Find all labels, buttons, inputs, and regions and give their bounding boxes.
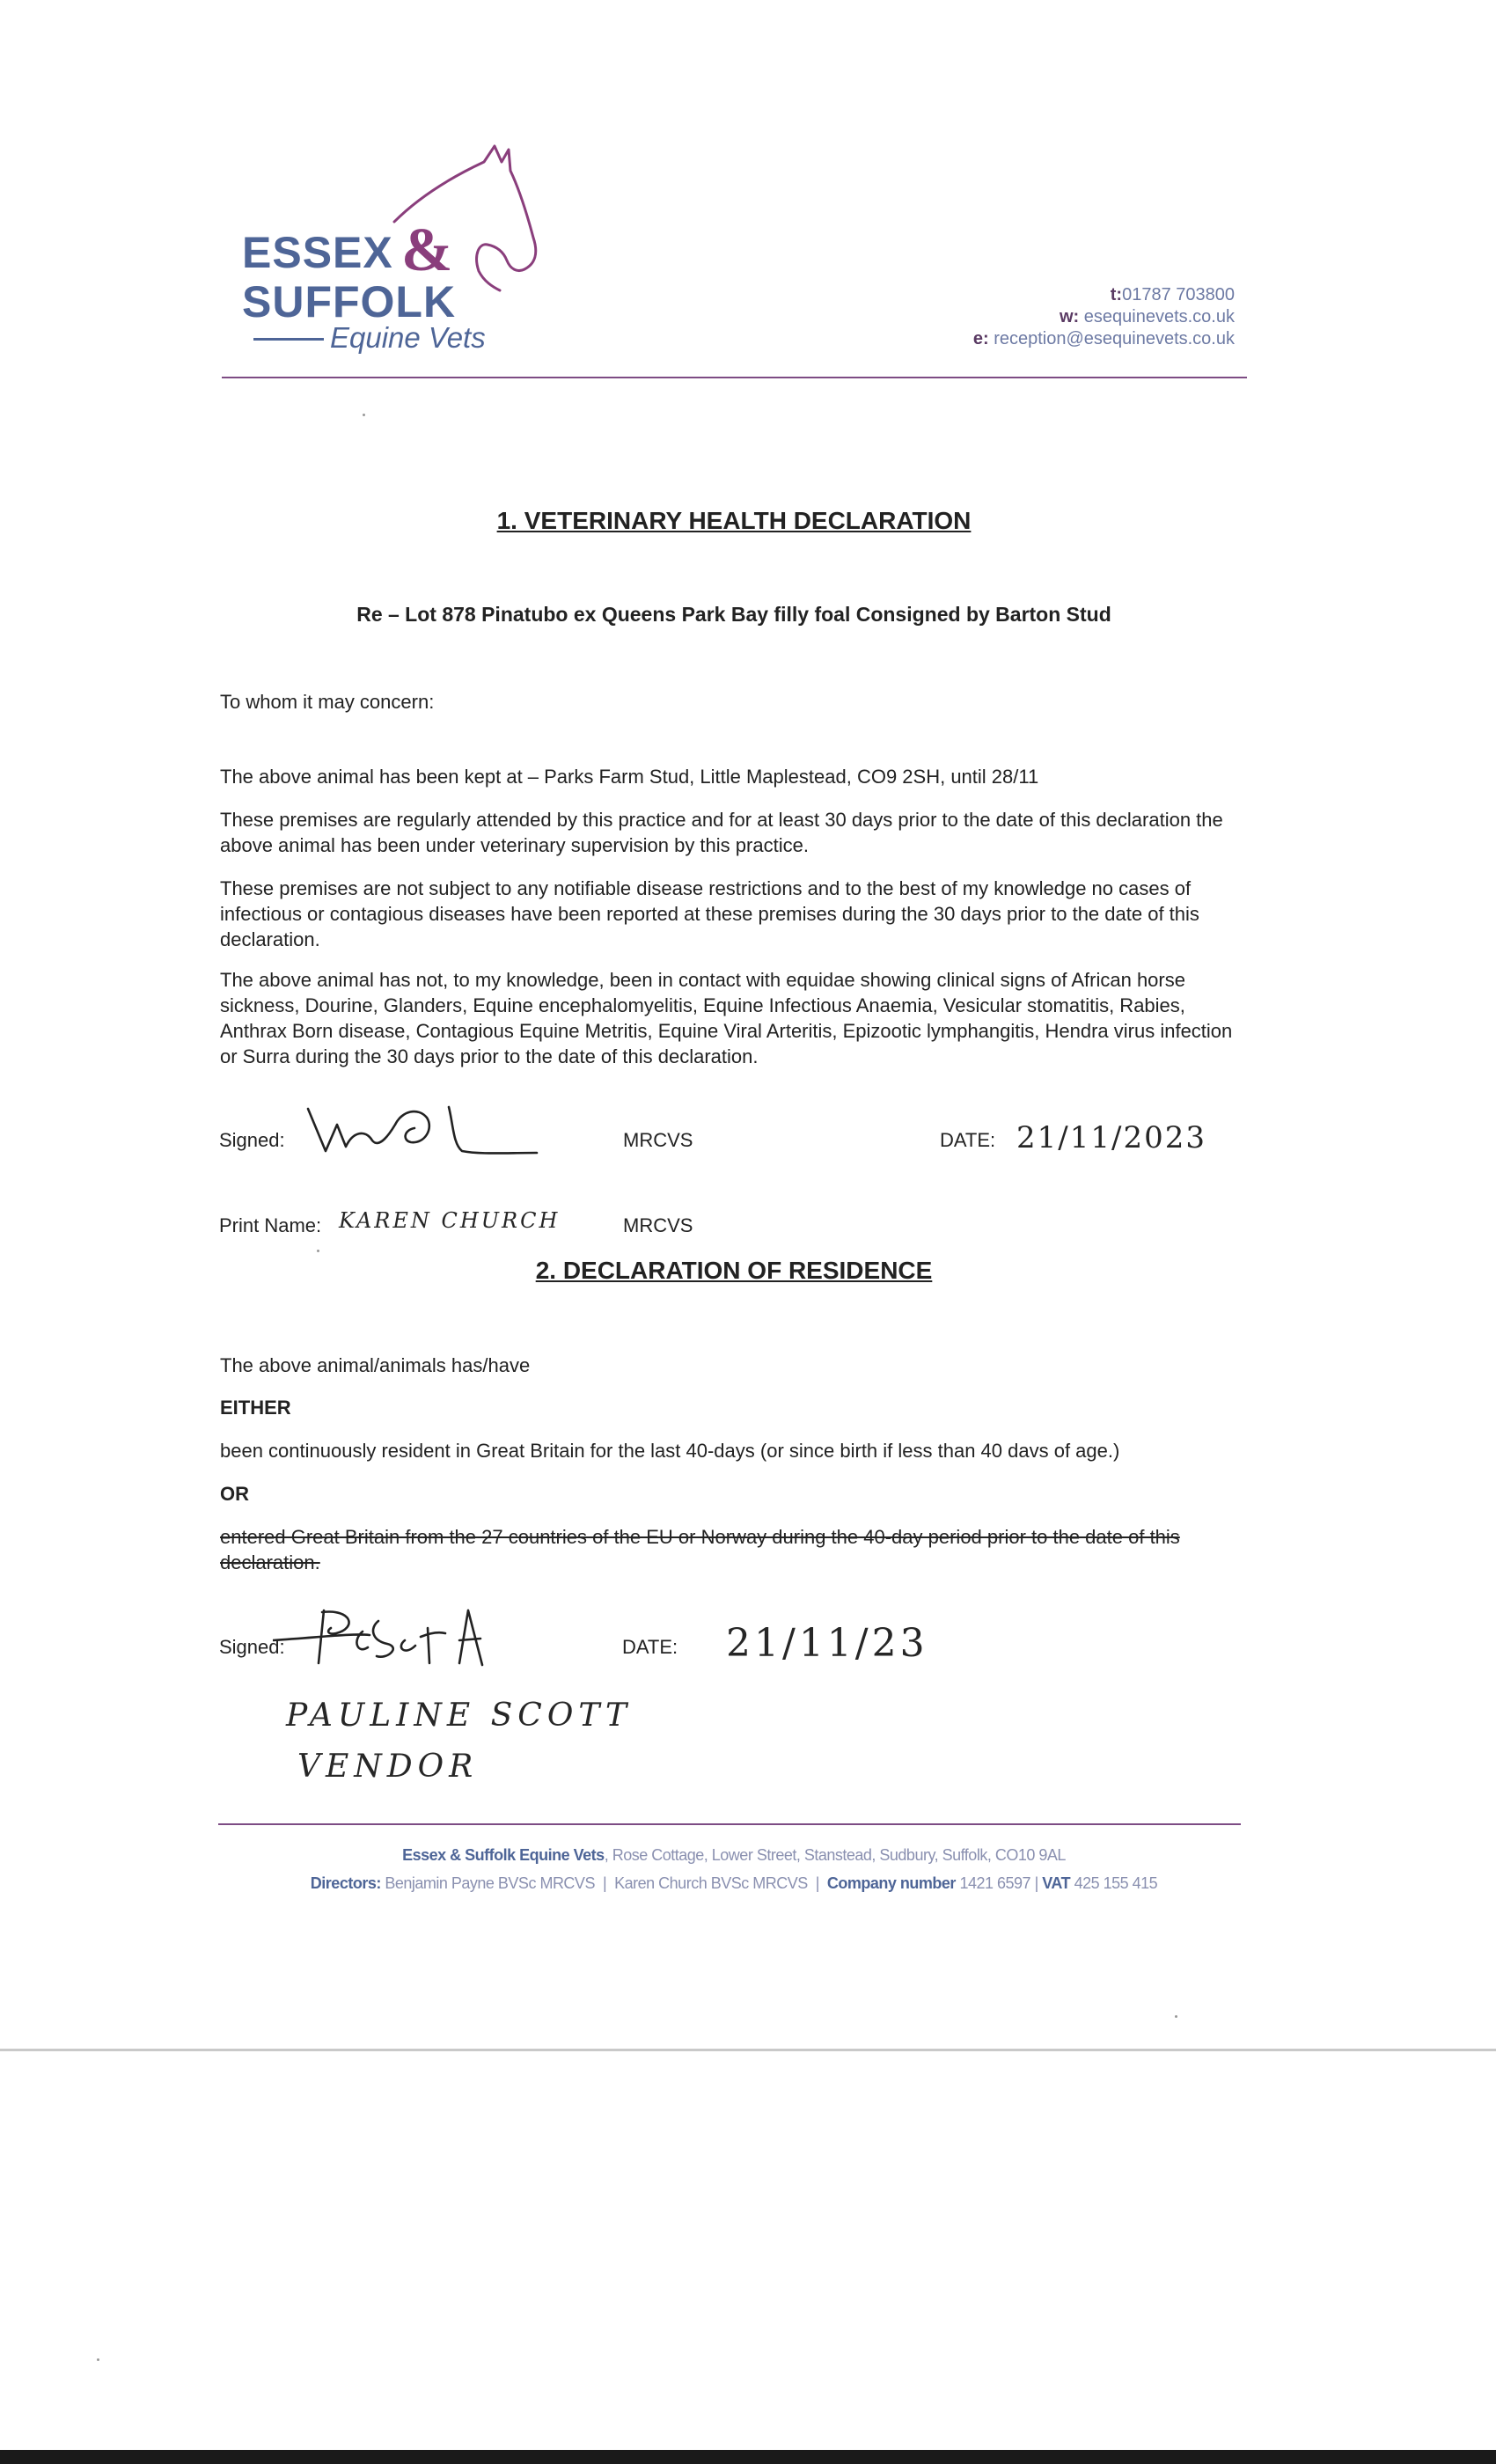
- footer-address-line: Essex & Suffolk Equine Vets, Rose Cottage, Lower Street, Stanstead, Sudbury, Suffolk, CO10 9AL: [402, 1846, 1066, 1864]
- footer-director-1: Benjamin Payne BVSc MRCVS: [385, 1874, 595, 1892]
- web-value: esequinevets.co.uk: [1083, 307, 1235, 326]
- footer-company-number-label: Company number: [826, 1874, 956, 1892]
- vet-signature: [304, 1098, 541, 1160]
- either-label: EITHER: [220, 1397, 291, 1419]
- contact-web: [1060, 308, 1235, 326]
- scanner-bottom-strip: [0, 2450, 1496, 2464]
- residence-intro: The above animal/animals has/have: [220, 1354, 531, 1376]
- footer-vat-label: VAT: [1042, 1874, 1071, 1892]
- scan-speck: [363, 414, 365, 416]
- phone-label: t:: [1110, 285, 1123, 304]
- vendor-print-name: PAULINE SCOTT: [286, 1698, 633, 1734]
- email-value: reception@esequinevets.co.uk: [994, 329, 1235, 348]
- footer-director-2: Karen Church BVSc MRCVS: [614, 1874, 808, 1892]
- logo-word-suffolk: SUFFOLK: [242, 277, 457, 326]
- footer-address: Rose Cottage, Lower Street, Stanstead, Sudbury, Suffolk, CO10 9AL: [612, 1846, 1066, 1864]
- print-name-label: Print Name:: [219, 1214, 322, 1236]
- footer-directors-label: Directors:: [310, 1874, 381, 1892]
- re-line: Re – Lot 878 Pinatubo ex Queens Park Bay filly foal Consigned by Barton Stud: [356, 603, 1111, 626]
- vet-signed-label: Signed:: [219, 1129, 285, 1151]
- vendor-date-label: DATE:: [622, 1636, 678, 1658]
- vet-date-label: DATE:: [940, 1129, 996, 1151]
- email-label: e:: [972, 329, 989, 348]
- section1-title: 1. VETERINARY HEALTH DECLARATION: [496, 507, 972, 534]
- paragraph-restrictions: These premises are not subject to any notifiable disease restrictions and to the best of my knowledge no cases of infectious or contagious diseases have been reported at these premises during the 30 days prior to the date of this declaration.: [220, 877, 1199, 950]
- or-label: OR: [220, 1483, 249, 1505]
- footer-company: Essex & Suffolk Equine Vets: [402, 1846, 605, 1864]
- vendor-signature: [273, 1602, 510, 1672]
- footer-company-number: 1421 6597: [959, 1874, 1031, 1892]
- vendor-role: VENDOR: [297, 1749, 479, 1785]
- vendor-date-value: 21/11/23: [726, 1621, 928, 1666]
- salutation: To whom it may concern:: [220, 691, 435, 713]
- scan-speck: [1175, 2015, 1177, 2018]
- footer-directors-line: Directors: Benjamin Payne BVSc MRCVS | Karen Church BVSc MRCVS | Company number 1421 6597 | VAT 425 155 415: [310, 1874, 1158, 1892]
- contact-email: [973, 330, 1235, 348]
- paragraph-supervision: These premises are regularly attended by this practice and for at least 30 days prior to the date of this declaration the above animal has been under veterinary supervision by this practice.: [220, 809, 1223, 856]
- footer-vat-number: 425 155 415: [1074, 1874, 1158, 1892]
- vendor-signed-label: Signed:: [219, 1636, 285, 1658]
- print-name-value: KAREN CHURCH: [339, 1208, 561, 1233]
- logo-word-essex: ESSEX: [242, 228, 393, 277]
- print-mrcvs-label: MRCVS: [623, 1214, 693, 1236]
- vet-mrcvs-label: MRCVS: [623, 1129, 693, 1151]
- web-label: w:: [1059, 307, 1080, 326]
- logo-dash: [253, 338, 324, 341]
- phone-value: 01787 703800: [1122, 285, 1235, 304]
- footer-divider: [218, 1823, 1241, 1825]
- scan-page-edge: [0, 2049, 1496, 2051]
- either-text: been continuously resident in Great Britain for the last 40-days (or since birth if less than 40 davs of age.): [220, 1440, 1120, 1462]
- section2-title: 2. DECLARATION OF RESIDENCE: [535, 1257, 933, 1284]
- contact-phone: [1111, 286, 1235, 304]
- vet-date-value: 21/11/2023: [1016, 1120, 1206, 1155]
- header-divider: [222, 377, 1247, 378]
- scan-speck: [97, 2358, 99, 2361]
- or-text: entered Great Britain from the 27 countries of the EU or Norway during the 40-day period prior to the date of this declaration.: [220, 1526, 1180, 1573]
- logo-ampersand: &: [401, 216, 453, 284]
- paragraph-contact: The above animal has not, to my knowledge, been in contact with equidae showing clinical signs of African horse sickness, Dourine, Glanders, Equine encephalomyelitis, Equine Infectious Anaemia, Vesicular stomatitis, Rabies, Anthrax Born disease, Contagious Equine Metritis, Equine Viral Arteritis, Epizootic lymphangitis, Hendra virus infection or Surra during the 30 days prior to the date of this declaration.: [220, 969, 1233, 1067]
- scan-speck: [317, 1250, 319, 1252]
- paragraph-kept-at: The above animal has been kept at – Parks Farm Stud, Little Maplestead, CO9 2SH, until 28/11: [220, 766, 1039, 788]
- logo-tagline: Equine Vets: [330, 321, 486, 354]
